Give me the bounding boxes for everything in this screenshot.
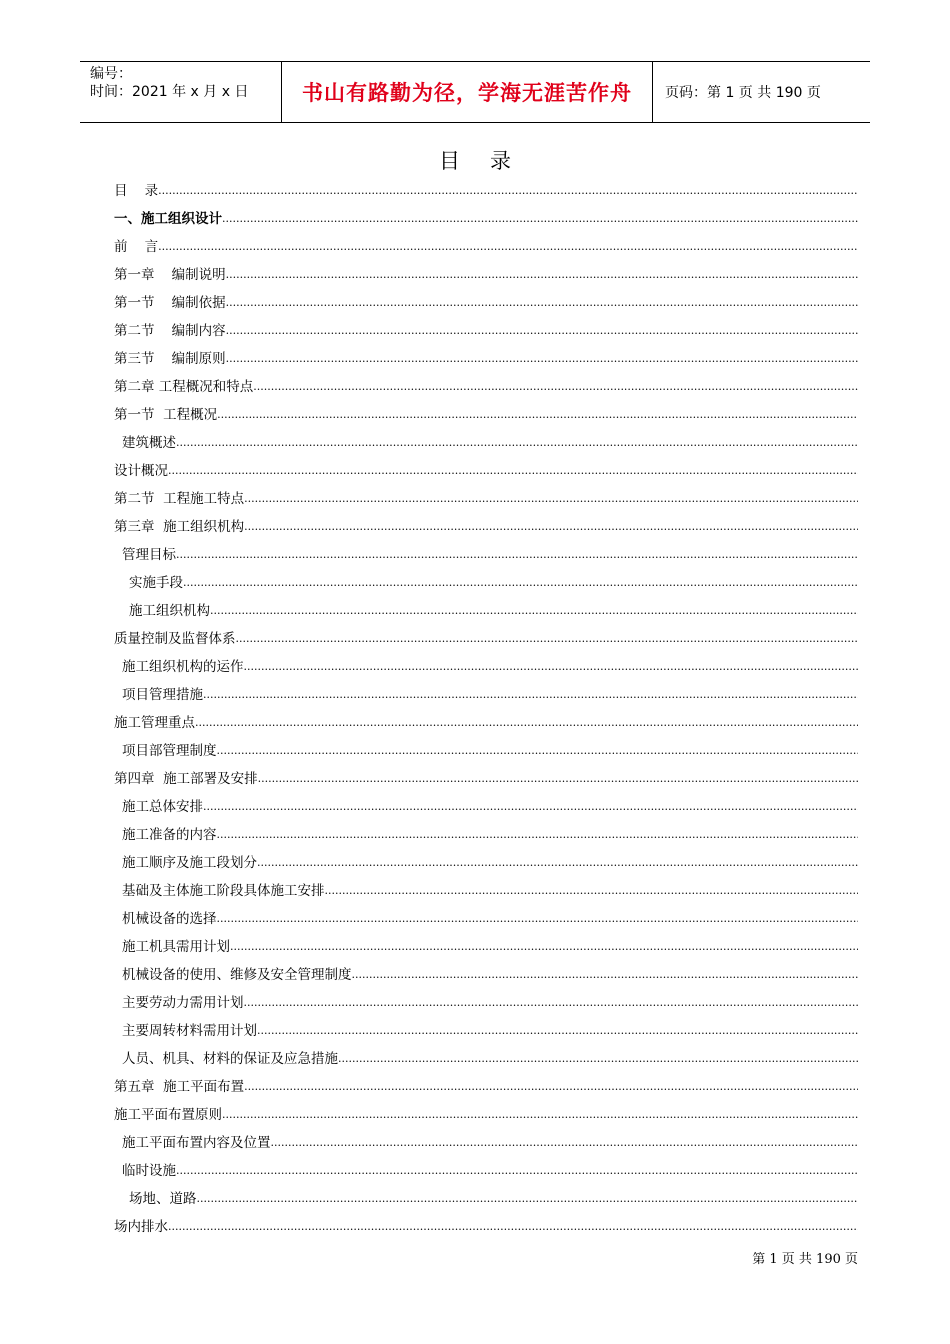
header-slogan: 书山有路勤为径，学海无涯苦作舟 — [302, 81, 632, 105]
toc-entry[interactable] — [114, 648, 858, 676]
toc-entry[interactable] — [114, 480, 858, 508]
toc-dot-leader — [244, 658, 859, 676]
toc-dot-leader — [338, 1050, 858, 1068]
toc-dot-leader — [217, 910, 859, 928]
toc-entry[interactable] — [114, 1040, 858, 1068]
toc-title: 目录 — [439, 149, 541, 173]
toc-entry[interactable] — [114, 844, 858, 872]
toc-dot-leader — [258, 770, 858, 788]
toc-entry-label: 第二节 编制内容 — [114, 323, 226, 339]
toc-entry-label: 施工准备的内容 — [122, 827, 217, 843]
toc-entry-label: 场地、道路 — [129, 1191, 197, 1207]
toc-entry[interactable] — [114, 1152, 858, 1180]
toc-entry[interactable] — [114, 536, 858, 564]
toc-entry-label: 第四章 施工部署及安排 — [114, 771, 258, 787]
toc-entry-label: 项目部管理制度 — [122, 743, 217, 759]
toc-entry[interactable] — [114, 620, 858, 648]
toc-entry-label: 管理目标 — [122, 547, 176, 563]
toc-dot-leader — [168, 462, 858, 480]
toc-entry[interactable] — [114, 1180, 858, 1208]
toc-entry-label: 机械设备的使用、维修及安全管理制度 — [122, 967, 352, 983]
toc-entry[interactable] — [114, 1096, 858, 1124]
toc-dot-leader — [226, 294, 858, 312]
toc-dot-leader — [236, 630, 859, 648]
toc-entry-label: 施工组织机构 — [129, 603, 210, 619]
toc-entry[interactable] — [114, 956, 858, 984]
header-page-info: 页码：第 1 页 共 190 页 — [665, 85, 821, 101]
toc-entry[interactable] — [114, 928, 858, 956]
toc-entry[interactable] — [114, 1124, 858, 1152]
toc-entry[interactable] — [114, 340, 858, 368]
toc-entry-label: 建筑概述 — [122, 435, 176, 451]
toc-entry[interactable] — [114, 284, 858, 312]
toc-dot-leader — [217, 406, 858, 424]
toc-entry-label: 基础及主体施工阶段具体施工安排 — [122, 883, 325, 899]
toc-entry[interactable] — [114, 368, 858, 396]
toc-entry[interactable] — [114, 1208, 858, 1236]
toc-entry-label: 第二章 工程概况和特点 — [114, 379, 254, 395]
toc-entry-label: 目 录 — [114, 183, 159, 199]
toc-dot-leader — [257, 854, 858, 872]
toc-entry-label: 施工组织机构的运作 — [122, 659, 244, 675]
toc-entry-label: 一、施工组织设计 — [114, 211, 222, 227]
toc-entry[interactable] — [114, 788, 858, 816]
toc-dot-leader — [230, 938, 858, 956]
toc-entry[interactable] — [114, 1012, 858, 1040]
toc-entry[interactable] — [114, 396, 858, 424]
toc-entry-label: 第一节 工程概况 — [114, 407, 218, 423]
toc-dot-leader — [176, 1162, 858, 1180]
page-header — [80, 61, 870, 123]
toc-entry-label: 实施手段 — [129, 575, 183, 591]
toc-entry-label: 主要劳动力需用计划 — [122, 995, 244, 1011]
header-slogan-cell — [281, 62, 653, 122]
toc-dot-leader — [352, 966, 859, 984]
toc-entry[interactable] — [114, 312, 858, 340]
toc-dot-leader — [176, 546, 858, 564]
toc-entry[interactable] — [114, 172, 858, 200]
toc-dot-leader — [217, 826, 859, 844]
toc-dot-leader — [158, 238, 858, 256]
toc-entry-label: 施工管理重点 — [114, 715, 195, 731]
toc-dot-leader — [257, 1022, 858, 1040]
toc-entry-label: 机械设备的选择 — [122, 911, 217, 927]
toc-dot-leader — [226, 266, 858, 284]
header-meta — [80, 62, 281, 122]
toc-entry-label: 第三章 施工组织机构 — [114, 519, 245, 535]
toc-dot-leader — [325, 882, 859, 900]
toc-entry-label: 施工机具需用计划 — [122, 939, 230, 955]
toc-dot-leader — [210, 602, 858, 620]
toc-entry[interactable] — [114, 228, 858, 256]
toc-dot-leader — [244, 1078, 858, 1096]
toc-entry-label: 临时设施 — [122, 1163, 176, 1179]
toc-entry[interactable] — [114, 256, 858, 284]
toc-dot-leader — [271, 1134, 859, 1152]
toc-entry-label: 施工平面布置原则 — [114, 1107, 222, 1123]
toc-entry-label: 施工平面布置内容及位置 — [122, 1135, 271, 1151]
toc-dot-leader — [217, 742, 859, 760]
toc-entry[interactable] — [114, 732, 858, 760]
toc-dot-leader — [195, 714, 858, 732]
toc-entry-label: 项目管理措施 — [122, 687, 203, 703]
toc-entry-label: 第五章 施工平面布置 — [114, 1079, 245, 1095]
toc-dot-leader — [176, 434, 858, 452]
toc-dot-leader — [183, 574, 858, 592]
header-page-info-cell — [653, 62, 870, 122]
toc-dot-leader — [244, 994, 859, 1012]
toc-dot-leader — [197, 1190, 859, 1208]
toc-entry[interactable] — [114, 1068, 858, 1096]
toc-entry[interactable] — [114, 424, 858, 452]
toc-dot-leader — [226, 322, 858, 340]
toc-dot-leader — [222, 1106, 858, 1124]
toc-entry[interactable] — [114, 872, 858, 900]
toc-dot-leader — [203, 798, 858, 816]
table-of-contents — [114, 172, 858, 1236]
toc-entry-label: 主要周转材料需用计划 — [122, 1023, 257, 1039]
toc-entry[interactable] — [114, 760, 858, 788]
toc-entry-label: 第一章 编制说明 — [114, 267, 226, 283]
toc-entry-label: 设计概况 — [114, 463, 168, 479]
toc-dot-leader — [226, 350, 858, 368]
toc-entry[interactable] — [114, 676, 858, 704]
toc-entry-label: 场内排水 — [114, 1219, 168, 1235]
toc-dot-leader — [158, 182, 858, 200]
toc-entry-label: 前 言 — [114, 239, 159, 255]
toc-dot-leader — [222, 210, 858, 228]
toc-entry[interactable] — [114, 816, 858, 844]
toc-entry-label: 人员、机具、材料的保证及应急措施 — [122, 1051, 338, 1067]
toc-entry[interactable] — [114, 592, 858, 620]
toc-entry-label: 质量控制及监督体系 — [114, 631, 236, 647]
toc-entry-label: 第三节 编制原则 — [114, 351, 226, 367]
toc-entry[interactable] — [114, 564, 858, 592]
toc-dot-leader — [168, 1218, 858, 1236]
toc-entry-label: 第二节 工程施工特点 — [114, 491, 245, 507]
page-footer: 第 1 页 共 190 页 — [752, 1252, 858, 1267]
toc-entry[interactable] — [114, 984, 858, 1012]
toc-entry-label: 第一节 编制依据 — [114, 295, 226, 311]
document-number-label: 编号： — [90, 66, 132, 82]
toc-dot-leader — [203, 686, 858, 704]
toc-entry[interactable] — [114, 704, 858, 732]
toc-entry[interactable] — [114, 452, 858, 480]
toc-dot-leader — [244, 518, 858, 536]
toc-entry-label: 施工总体安排 — [122, 799, 203, 815]
toc-entry[interactable] — [114, 900, 858, 928]
toc-entry[interactable] — [114, 508, 858, 536]
toc-entry[interactable] — [114, 200, 858, 228]
toc-entry-label: 施工顺序及施工段划分 — [122, 855, 257, 871]
toc-dot-leader — [253, 378, 858, 396]
document-date: 时间：2021 年 x 月 x 日 — [90, 84, 249, 100]
toc-dot-leader — [244, 490, 858, 508]
